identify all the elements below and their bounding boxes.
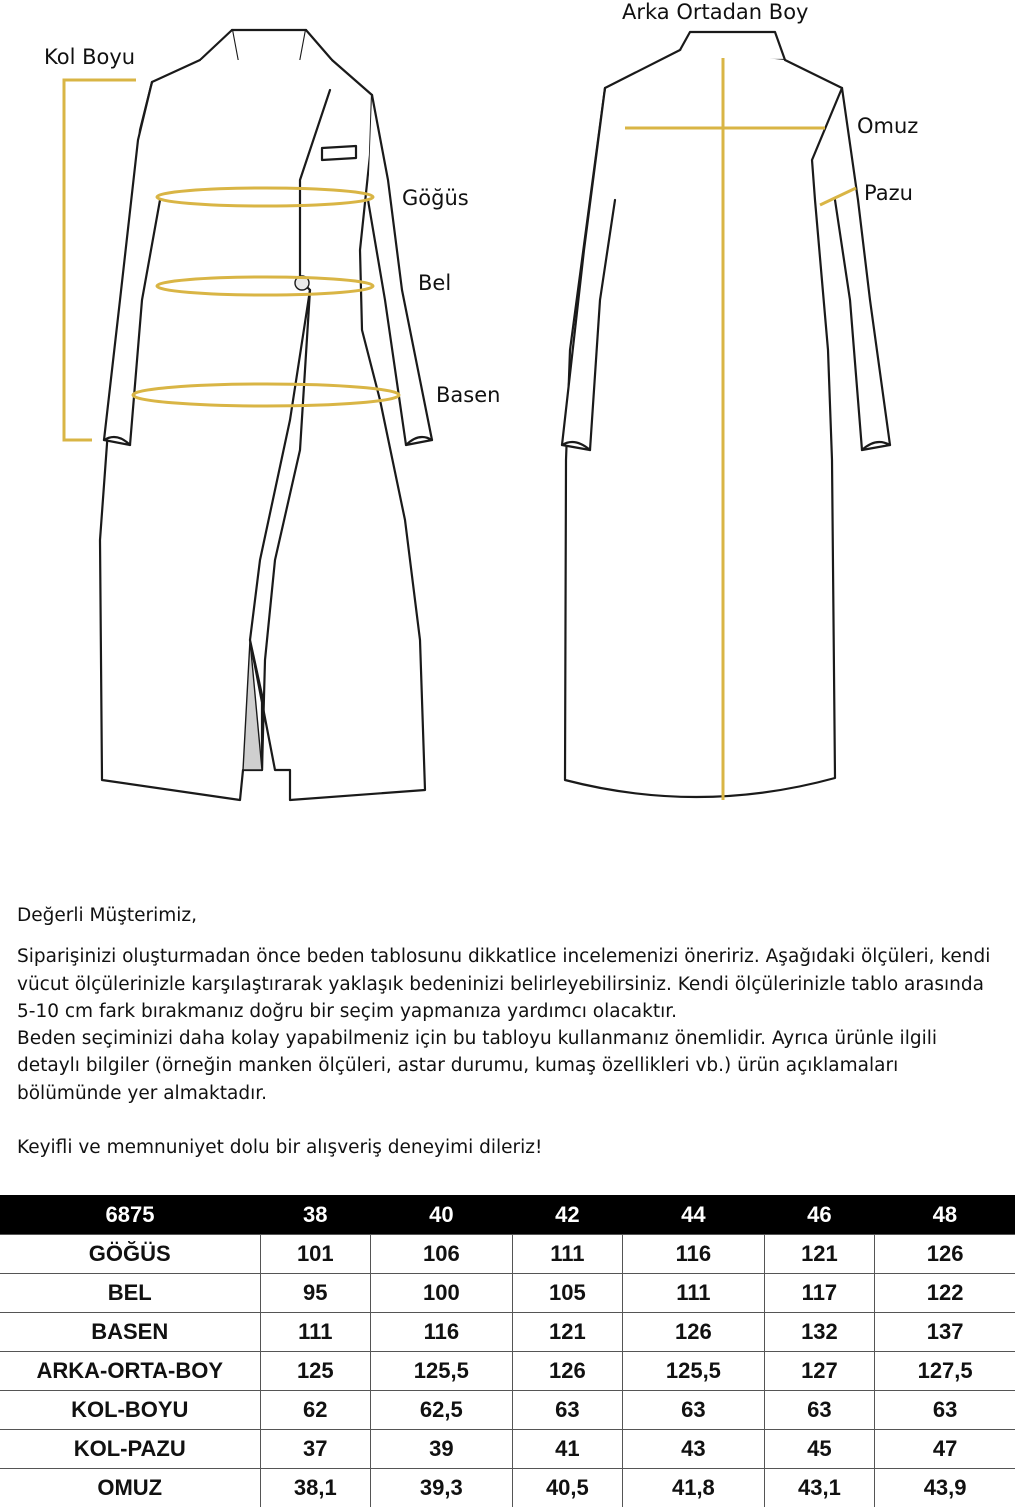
table-cell: 125 <box>260 1352 371 1391</box>
table-cell: 63 <box>764 1391 875 1430</box>
table-cell: 38,1 <box>260 1469 371 1507</box>
table-row <box>0 1469 1015 1507</box>
row-label: ARKA-ORTA-BOY <box>0 1352 260 1391</box>
table-cell: 43,1 <box>764 1469 875 1507</box>
table-cell: 121 <box>764 1235 875 1274</box>
header-size: 48 <box>875 1195 1015 1235</box>
table-cell: 101 <box>260 1235 371 1274</box>
table-cell: 43 <box>623 1430 764 1469</box>
table-cell: 127,5 <box>875 1352 1015 1391</box>
table-cell: 40,5 <box>512 1469 623 1507</box>
table-cell: 39 <box>371 1430 512 1469</box>
message-paragraph-1: Siparişinizi oluşturmadan önce beden tablosunu dikkatlice incelemenizi öneririz. Aşağıdaki ölçüleri, kendi vücut ölçülerinizle karşılaştırarak yaklaşık bedeninizi belirleyebilirsiniz. Kendi ölçülerinizle tablo arasında 5-10 cm fark bırakmanız doğru bir seçim yapmanıza yardımcı olacaktır. <box>17 943 1002 1025</box>
row-label: BASEN <box>0 1313 260 1352</box>
table-cell: 41 <box>512 1430 623 1469</box>
header-model-code: 6875 <box>0 1195 260 1235</box>
label-kol-boyu: Kol Boyu <box>44 45 135 69</box>
table-cell: 127 <box>764 1352 875 1391</box>
table-cell: 95 <box>260 1274 371 1313</box>
label-pazu: Pazu <box>864 181 913 205</box>
table-cell: 126 <box>875 1235 1015 1274</box>
table-cell: 121 <box>512 1313 623 1352</box>
header-size: 42 <box>512 1195 623 1235</box>
table-row <box>0 1313 1015 1352</box>
coat-front-view <box>100 30 432 800</box>
table-cell: 47 <box>875 1430 1015 1469</box>
table-cell: 105 <box>512 1274 623 1313</box>
table-cell: 39,3 <box>371 1469 512 1507</box>
table-cell: 63 <box>623 1391 764 1430</box>
table-cell: 62,5 <box>371 1391 512 1430</box>
table-cell: 63 <box>875 1391 1015 1430</box>
table-cell: 111 <box>623 1274 764 1313</box>
message-paragraph-2: Beden seçiminizi daha kolay yapabilmeniz için bu tabloyu kullanmanız önemlidir. Ayrıca ürünle ilgili detaylı bilgiler (örneğin manken ölçüleri, astar durumu, kumaş özellikleri vb.) ürün açıklamaları bölümünde yer almaktadır. <box>17 1025 1002 1107</box>
table-cell: 106 <box>371 1235 512 1274</box>
table-row <box>0 1274 1015 1313</box>
table-cell: 111 <box>512 1235 623 1274</box>
table-cell: 132 <box>764 1313 875 1352</box>
table-cell: 43,9 <box>875 1469 1015 1507</box>
row-label: KOL-BOYU <box>0 1391 260 1430</box>
table-cell: 126 <box>623 1313 764 1352</box>
row-label: OMUZ <box>0 1469 260 1507</box>
label-basen: Basen <box>436 383 500 407</box>
table-row <box>0 1430 1015 1469</box>
header-size: 46 <box>764 1195 875 1235</box>
table-cell: 37 <box>260 1430 371 1469</box>
coat-back-view <box>562 32 890 797</box>
table-cell: 45 <box>764 1430 875 1469</box>
table-cell: 126 <box>512 1352 623 1391</box>
table-cell: 122 <box>875 1274 1015 1313</box>
table-cell: 100 <box>371 1274 512 1313</box>
header-size: 40 <box>371 1195 512 1235</box>
label-arka-ortadan-boy: Arka Ortadan Boy <box>622 0 808 24</box>
label-gogus: Göğüs <box>402 186 469 210</box>
label-omuz: Omuz <box>857 114 918 138</box>
size-table-header-row <box>0 1195 1015 1235</box>
row-label: GÖĞÜS <box>0 1235 260 1274</box>
label-bel: Bel <box>418 271 451 295</box>
customer-message <box>17 902 1002 1161</box>
table-cell: 41,8 <box>623 1469 764 1507</box>
table-cell: 137 <box>875 1313 1015 1352</box>
header-size: 38 <box>260 1195 371 1235</box>
table-row <box>0 1352 1015 1391</box>
table-cell: 63 <box>512 1391 623 1430</box>
table-cell: 62 <box>260 1391 371 1430</box>
table-row <box>0 1235 1015 1274</box>
table-cell: 125,5 <box>623 1352 764 1391</box>
table-cell: 111 <box>260 1313 371 1352</box>
message-closing: Keyifli ve memnuniyet dolu bir alışveriş deneyimi dileriz! <box>17 1134 1002 1161</box>
table-cell: 125,5 <box>371 1352 512 1391</box>
header-size: 44 <box>623 1195 764 1235</box>
row-label: BEL <box>0 1274 260 1313</box>
row-label: KOL-PAZU <box>0 1430 260 1469</box>
table-row <box>0 1391 1015 1430</box>
message-greeting: Değerli Müşterimiz, <box>17 902 1002 929</box>
table-cell: 116 <box>623 1235 764 1274</box>
size-table <box>0 1195 1015 1507</box>
table-cell: 116 <box>371 1313 512 1352</box>
table-cell: 117 <box>764 1274 875 1313</box>
